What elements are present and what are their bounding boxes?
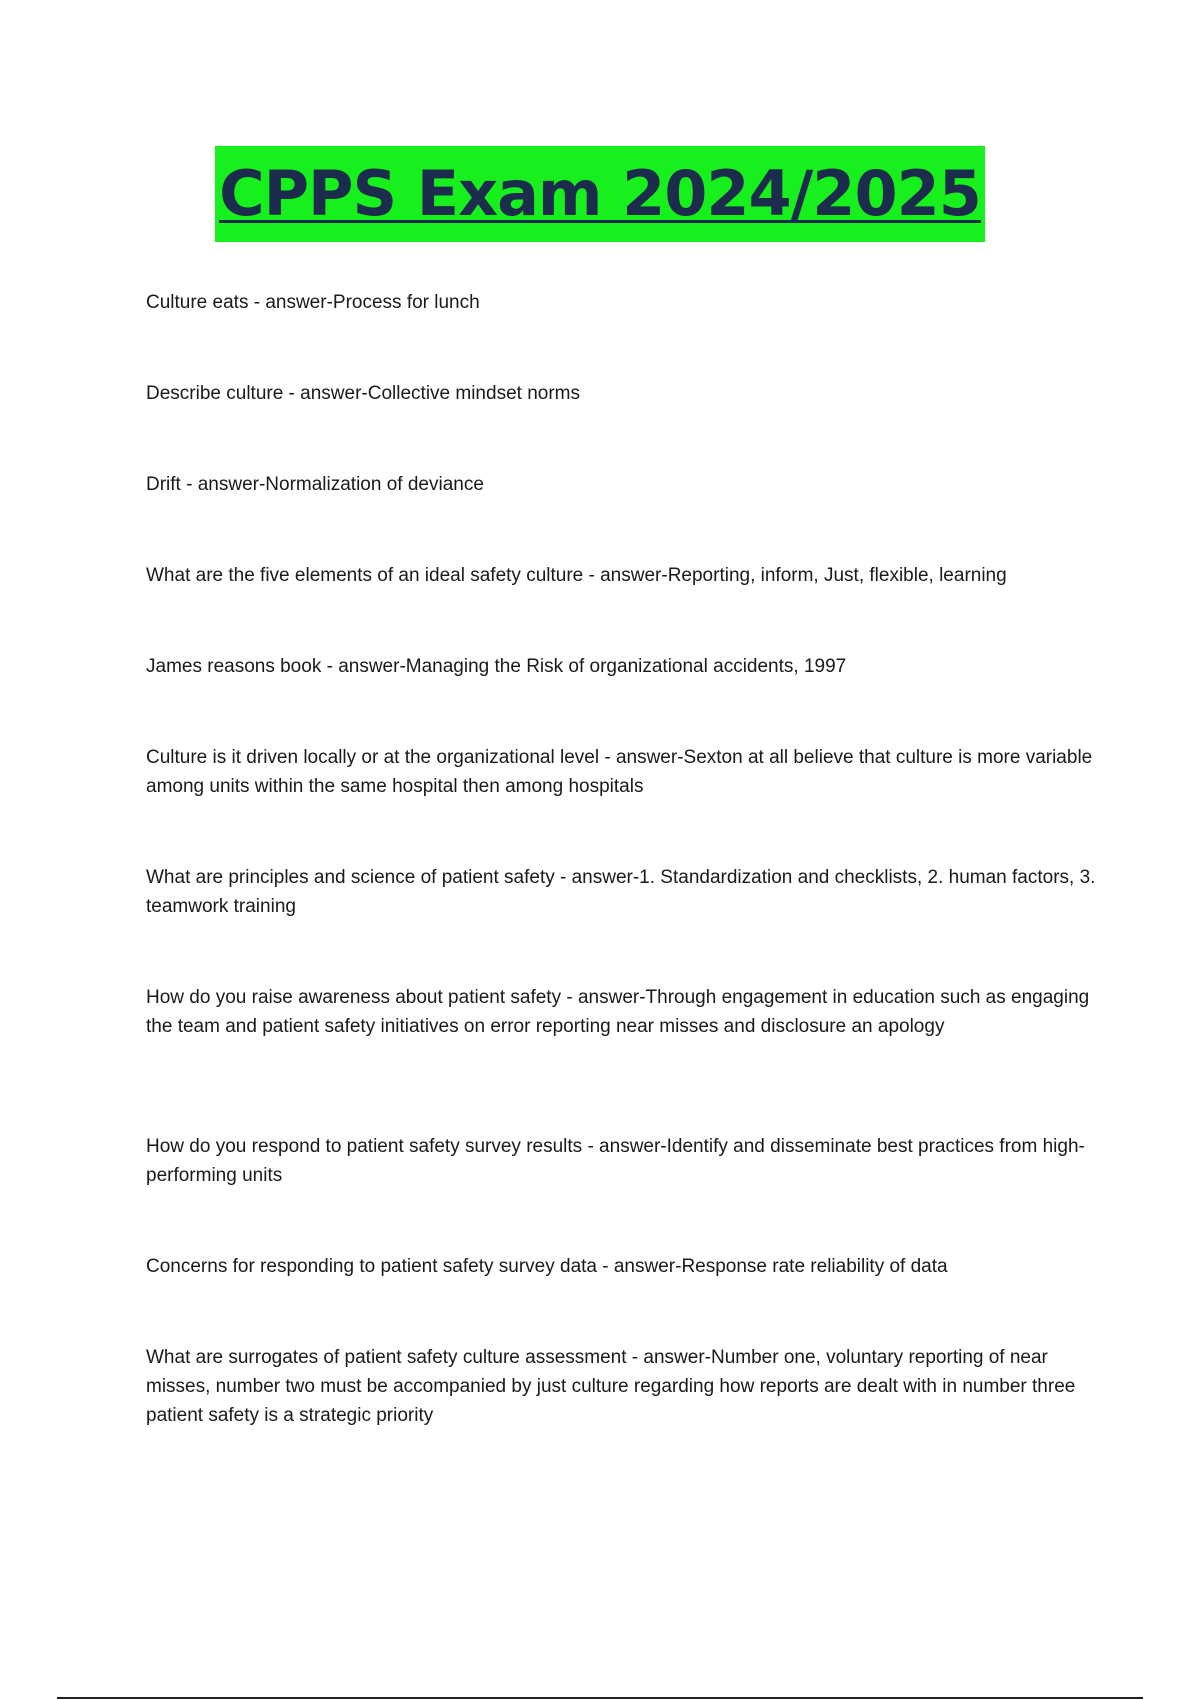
qa-item: What are the five elements of an ideal safety culture - answer-Reporting, inform, Just, flexible, learning xyxy=(146,565,1007,586)
qa-item: How do you raise awareness about patient safety - answer-Through engagement in education such as engaging the team and patient safety initiatives on error reporting near misses and disclosure an apology xyxy=(146,987,1090,1037)
qa-item: Culture eats - answer-Process for lunch xyxy=(146,292,480,313)
qa-item: James reasons book - answer-Managing the Risk of organizational accidents, 1997 xyxy=(146,656,847,677)
qa-item: Concerns for responding to patient safety survey data - answer-Response rate reliability of data xyxy=(146,1256,948,1277)
qa-item: What are principles and science of patient safety - answer-1. Standardization and checklists, 2. human factors, 3. teamwork training xyxy=(146,867,1096,917)
qa-item: Describe culture - answer-Collective mindset norms xyxy=(146,383,580,404)
document-title: CPPS Exam 2024/2025 xyxy=(215,146,985,242)
qa-item: What are surrogates of patient safety culture assessment - answer-Number one, voluntary reporting of near misses, number two must be accompanied by just culture regarding how reports are dealt with in number three patient safety is a strategic priority xyxy=(146,1347,1076,1426)
qa-item: Culture is it driven locally or at the organizational level - answer-Sexton at all believe that culture is more variable among units within the same hospital then among hospitals xyxy=(146,747,1093,797)
title-banner xyxy=(0,146,1200,242)
footer-divider xyxy=(57,1697,1143,1699)
qa-item: How do you respond to patient safety survey results - answer-Identify and disseminate best practices from high-performing units xyxy=(146,1136,1085,1186)
qa-item: Drift - answer-Normalization of deviance xyxy=(146,474,484,495)
